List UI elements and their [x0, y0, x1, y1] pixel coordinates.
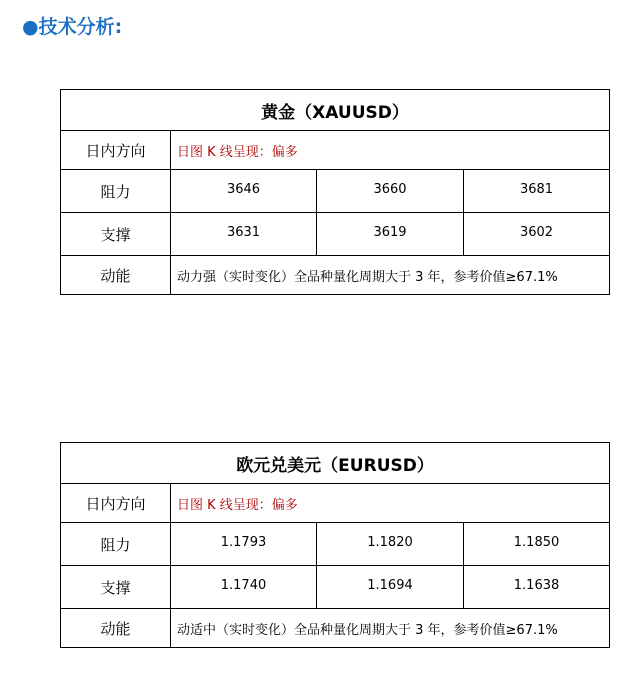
section-heading: ●技术分析:: [22, 16, 123, 38]
support-level-1: 1.1740: [171, 566, 317, 609]
support-label: 支撑: [61, 566, 171, 609]
support-row: [61, 213, 610, 256]
support-level-2: 3619: [317, 213, 464, 256]
momentum-row: [61, 609, 610, 648]
direction-value: 日图 K 线呈现：偏多: [171, 484, 610, 523]
momentum-row: [61, 256, 610, 295]
momentum-value: 动适中（实时变化）全品种量化周期大于 3 年，参考价值≥67.1%: [171, 609, 610, 648]
resistance-level-3: 1.1850: [464, 523, 610, 566]
support-level-2: 1.1694: [317, 566, 464, 609]
direction-label: 日内方向: [61, 131, 171, 170]
gold-analysis-table: [60, 89, 610, 295]
direction-label: 日内方向: [61, 484, 171, 523]
table-title-row: [61, 443, 610, 484]
momentum-label: 动能: [61, 256, 171, 295]
table-title: 黄金（XAUUSD）: [61, 90, 610, 131]
table-title: 欧元兑美元（EURUSD）: [61, 443, 610, 484]
resistance-row: [61, 523, 610, 566]
resistance-level-1: 1.1793: [171, 523, 317, 566]
table-title-row: [61, 90, 610, 131]
support-label: 支撑: [61, 213, 171, 256]
direction-row: [61, 131, 610, 170]
support-level-3: 1.1638: [464, 566, 610, 609]
support-level-3: 3602: [464, 213, 610, 256]
resistance-level-2: 1.1820: [317, 523, 464, 566]
support-row: [61, 566, 610, 609]
resistance-label: 阻力: [61, 170, 171, 213]
direction-value: 日图 K 线呈现：偏多: [171, 131, 610, 170]
momentum-value: 动力强（实时变化）全品种量化周期大于 3 年，参考价值≥67.1%: [171, 256, 610, 295]
direction-row: [61, 484, 610, 523]
eurusd-analysis-table: [60, 442, 610, 648]
support-level-1: 3631: [171, 213, 317, 256]
resistance-row: [61, 170, 610, 213]
resistance-level-3: 3681: [464, 170, 610, 213]
resistance-level-1: 3646: [171, 170, 317, 213]
resistance-level-2: 3660: [317, 170, 464, 213]
resistance-label: 阻力: [61, 523, 171, 566]
momentum-label: 动能: [61, 609, 171, 648]
